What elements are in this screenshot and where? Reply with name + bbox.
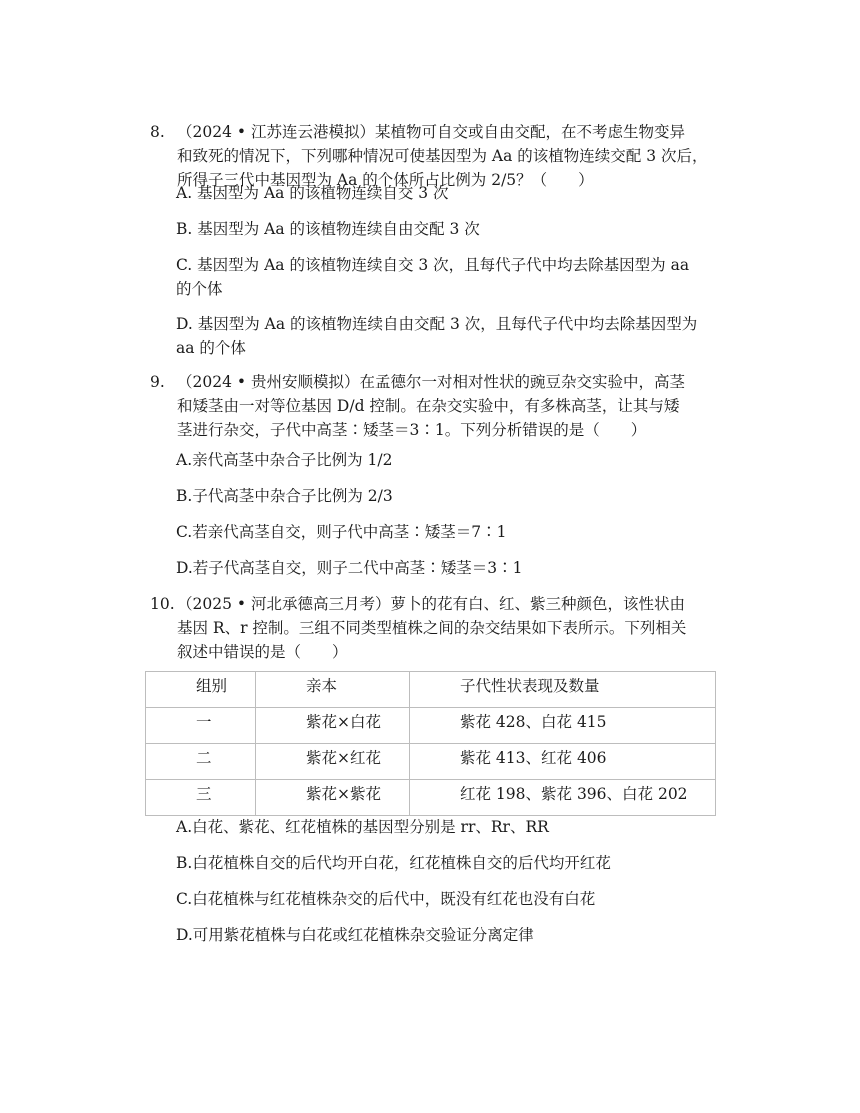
table-header-row: [146, 672, 716, 708]
header-cell: 子代性状表现及数量: [410, 672, 716, 708]
table-cell: 一: [146, 708, 256, 744]
option-c: C.若亲代高茎自交，则子代中高茎∶矮茎＝7∶1: [176, 523, 507, 541]
cross-results-table: [145, 671, 716, 816]
option-c: C.白花植株与红花植株杂交的后代中，既没有红花也没有白花: [176, 890, 596, 908]
option-a: A.白花、紫花、红花植株的基因型分别是 rr、Rr、RR: [176, 818, 549, 836]
option-d: D.可用紫花植株与白花或红花植株杂交验证分离定律: [176, 926, 534, 944]
table-row: [146, 744, 716, 780]
stem-text: （2025 • 河北承德高三月考）萝卜的花有白、红、紫三种颜色，该性状由 基因 R、r 控制。三组不同类型植株之间的杂交结果如下表所示。下列相关 叙述中错误的是（ ）: [177, 595, 687, 661]
table-cell: 三: [146, 780, 256, 816]
table-cell: 紫花 413、红花 406: [410, 744, 716, 780]
question-number: 10.: [150, 595, 175, 613]
table-cell: 红花 198、紫花 396、白花 202: [410, 780, 716, 816]
table-cell: 紫花×白花: [256, 708, 410, 744]
table-row: [146, 780, 716, 816]
question-10: [150, 592, 750, 664]
header-cell: 组别: [146, 672, 256, 708]
table-cell: 紫花 428、白花 415: [410, 708, 716, 744]
option-a: A. 基因型为 Aa 的该植物连续自交 3 次: [176, 184, 449, 202]
stem-text: （2024 • 贵州安顺模拟）在孟德尔一对相对性状的豌豆杂交实验中，高茎 和矮茎由一对等位基因 D/d 控制。在杂交实验中，有多株高茎，让其与矮 茎进行杂交，子代中高茎∶矮茎＝3∶1。下列分析错误的是（ ）: [177, 373, 685, 439]
option-c: C. 基因型为 Aa 的该植物连续自交 3 次，且每代子代中均去除基因型为 aa 的个体: [176, 256, 690, 298]
table-cell: 紫花×红花: [256, 744, 410, 780]
question-9: [150, 370, 750, 442]
header-cell: 亲本: [256, 672, 410, 708]
question-stem: [150, 592, 750, 664]
option-b: B.白花植株自交的后代均开白花，红花植株自交的后代均开红花: [176, 854, 611, 872]
option-b: B. 基因型为 Aa 的该植物连续自由交配 3 次: [176, 220, 480, 238]
stem-text: （2024 • 江苏连云港模拟）某植物可自交或自由交配，在不考虑生物变异 和致死的情况下，下列哪种情况可使基因型为 Aa 的该植物连续交配 3 次后， 所得子三代中基因型为 Aa 的个体所占比例为 2/5？（ ）: [177, 123, 708, 189]
table-cell: 二: [146, 744, 256, 780]
table-row: [146, 708, 716, 744]
option-d: D.若子代高茎自交，则子二代中高茎∶矮茎＝3∶1: [176, 559, 523, 577]
question-number: 8.: [150, 123, 165, 141]
question-number: 9.: [150, 373, 165, 391]
table-cell: 紫花×紫花: [256, 780, 410, 816]
question-stem: [150, 370, 750, 442]
option-d: D. 基因型为 Aa 的该植物连续自由交配 3 次，且每代子代中均去除基因型为 aa 的个体: [176, 315, 698, 357]
option-b: B.子代高茎中杂合子比例为 2/3: [176, 487, 393, 505]
option-a: A.亲代高茎中杂合子比例为 1/2: [176, 451, 393, 469]
